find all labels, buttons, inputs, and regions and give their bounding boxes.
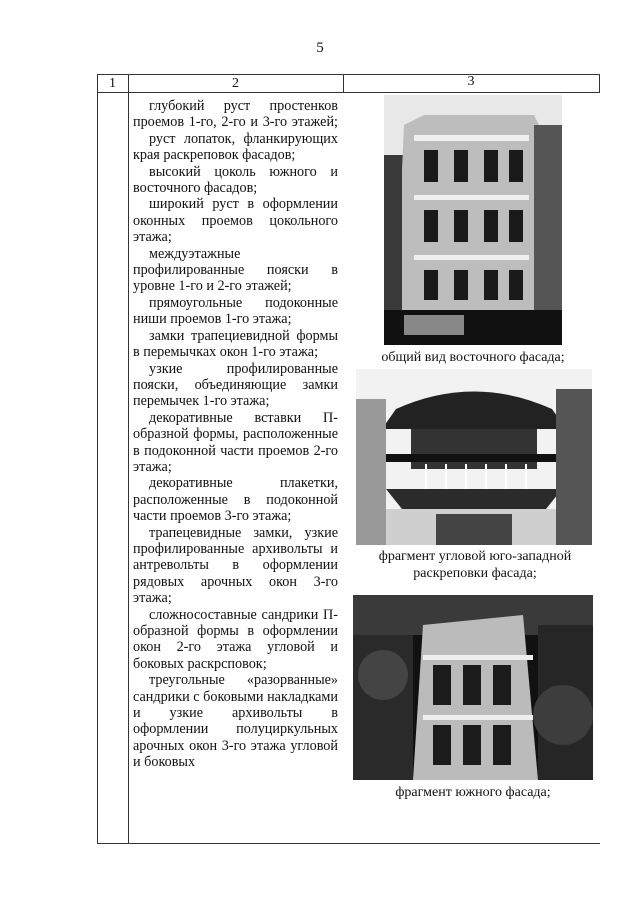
feature-item: высокий цоколь южного и восточного фасадов; xyxy=(133,163,338,197)
photo-caption: общий вид восточного фасада; xyxy=(381,350,565,365)
table-left-border xyxy=(97,74,98,844)
feature-item: широкий руст в оформлении оконных проемов цокольного этажа; xyxy=(133,196,338,246)
photo-caption-line: раскреповки фасада; xyxy=(413,566,537,581)
photo-south-facade xyxy=(353,595,593,780)
feature-item: замки трапециевидной формы в перемычках окон 1-го этажа; xyxy=(133,327,338,361)
feature-item: прямоугольные подоконные ниши проемов 1-го этажа; xyxy=(133,294,338,328)
table-right-border xyxy=(599,74,600,92)
header-col-2: 2 xyxy=(232,76,239,91)
feature-item: декоративные плакетки, расположенные в подоконной части проемов 3-го этажа; xyxy=(133,475,338,525)
feature-item: декоративные вставки П-образной формы, расположенные в подоконной части проемов 2-го этажа; xyxy=(133,409,338,475)
feature-item: глубокий руст простенков проемов 1-го, 2-го и 3-го этажей; xyxy=(133,98,338,131)
feature-item: сложносоставные сандрики П-образной формы в оформлении окон 2-го этажа угловой и боковых раскрсповок; xyxy=(133,606,338,672)
page-number: 5 xyxy=(316,40,324,56)
table-bottom-border xyxy=(97,843,600,844)
feature-item: треугольные «разорванные» сандрики с боковыми накладками и узкие архивольты в оформлении полуциркульных арочных окон 3-го этажа угловой и боковых xyxy=(133,672,338,771)
feature-item: междуэтажные профилированные пояски в уровне 1-го и 2-го этажей; xyxy=(133,245,338,295)
feature-item: узкие профилированные пояски, объединяющие замки перемычек 1-го этажа; xyxy=(133,360,338,410)
photo-caption-line: фрагмент угловой юго-западной xyxy=(378,549,572,564)
photo-corner-fragment xyxy=(356,369,592,545)
photo-east-facade xyxy=(384,95,562,345)
feature-item: руст лопаток, фланкирующих края раскреповок фасадов; xyxy=(133,130,338,164)
photo-caption xyxy=(350,548,600,582)
col1-divider xyxy=(128,74,129,844)
feature-item: трапецевидные замки, узкие профилированные архивольты и антревольты в оформлении рядовых арочных окон 3-го этажа; xyxy=(133,524,338,607)
header-bottom-border xyxy=(97,92,600,93)
features-list xyxy=(133,98,338,771)
header-col-1: 1 xyxy=(109,76,116,91)
photo-caption: фрагмент южного фасада; xyxy=(395,785,551,800)
header-col-3: 3 xyxy=(467,74,475,89)
